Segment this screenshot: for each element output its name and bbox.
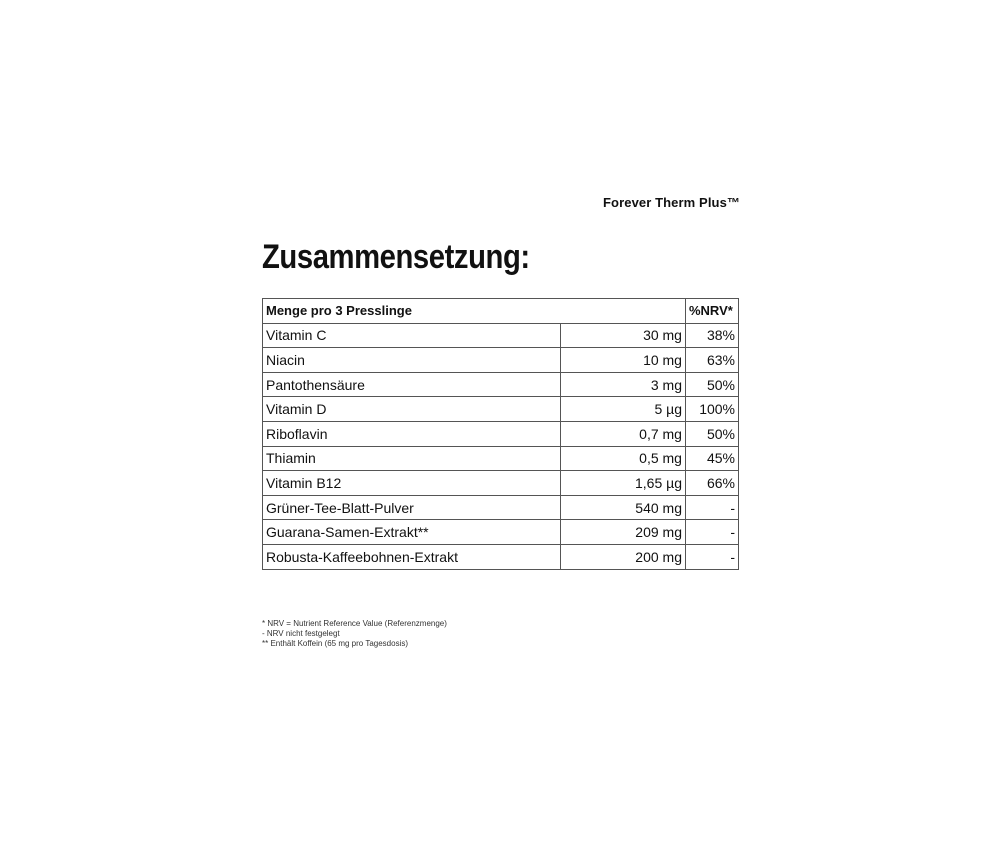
row-nrv: 66%: [685, 471, 738, 496]
table-row: [263, 544, 739, 569]
row-nrv: -: [685, 520, 738, 545]
row-name: Grüner-Tee-Blatt-Pulver: [263, 495, 561, 520]
row-name: Riboflavin: [263, 421, 561, 446]
row-amount: 3 mg: [561, 372, 686, 397]
row-name: Guarana-Samen-Extrakt**: [263, 520, 561, 545]
row-name: Robusta-Kaffeebohnen-Extrakt: [263, 544, 561, 569]
row-name: Niacin: [263, 348, 561, 373]
row-nrv: 50%: [685, 421, 738, 446]
product-name: Forever Therm Plus™: [603, 195, 740, 210]
footnotes: [262, 619, 447, 649]
table-row: [263, 323, 739, 348]
row-amount: 10 mg: [561, 348, 686, 373]
footnote: * NRV = Nutrient Reference Value (Referenzmenge): [262, 619, 447, 628]
table-row: [263, 495, 739, 520]
table-header-row: [263, 299, 739, 324]
table-row: [263, 471, 739, 496]
row-amount: 5 µg: [561, 397, 686, 422]
table-row: [263, 520, 739, 545]
table-row: [263, 397, 739, 422]
row-amount: 540 mg: [561, 495, 686, 520]
row-name: Vitamin D: [263, 397, 561, 422]
footnote: - NRV nicht festgelegt: [262, 629, 340, 638]
row-nrv: -: [685, 495, 738, 520]
row-amount: 1,65 µg: [561, 471, 686, 496]
nutrition-table: [262, 298, 739, 570]
table-row: [263, 446, 739, 471]
row-nrv: 45%: [685, 446, 738, 471]
row-amount: 200 mg: [561, 544, 686, 569]
row-amount: 0,5 mg: [561, 446, 686, 471]
row-nrv: 50%: [685, 372, 738, 397]
row-nrv: -: [685, 544, 738, 569]
row-amount: 30 mg: [561, 323, 686, 348]
row-name: Pantothensäure: [263, 372, 561, 397]
row-amount: 209 mg: [561, 520, 686, 545]
row-nrv: 63%: [685, 348, 738, 373]
table-header-label: Menge pro 3 Presslinge: [263, 299, 686, 324]
row-nrv: 100%: [685, 397, 738, 422]
row-amount: 0,7 mg: [561, 421, 686, 446]
row-name: Vitamin C: [263, 323, 561, 348]
page-title: Zusammensetzung:: [262, 238, 530, 276]
row-name: Thiamin: [263, 446, 561, 471]
row-name: Vitamin B12: [263, 471, 561, 496]
table-row: [263, 421, 739, 446]
table-row: [263, 348, 739, 373]
table-row: [263, 372, 739, 397]
table-header-nrv: %NRV*: [685, 299, 738, 324]
row-nrv: 38%: [685, 323, 738, 348]
footnote: ** Enthält Koffein (65 mg pro Tagesdosis): [262, 639, 409, 648]
